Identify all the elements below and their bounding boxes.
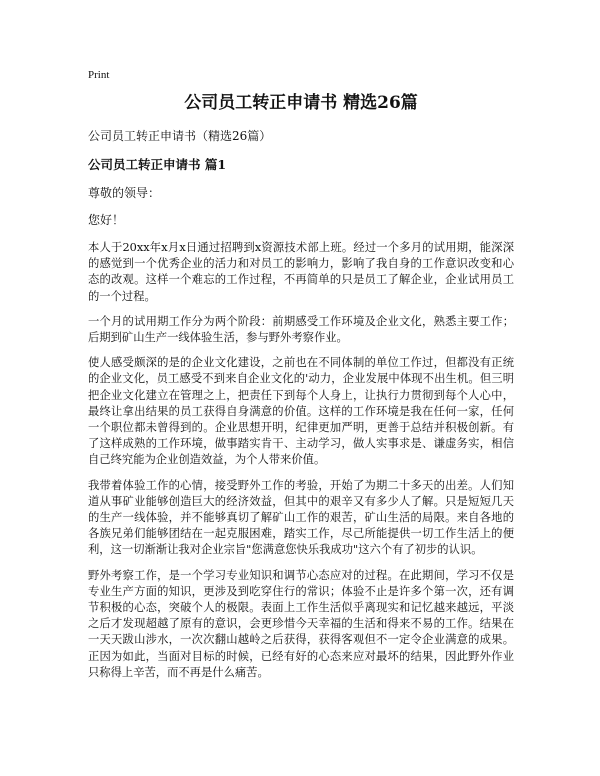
greeting: 您好！ <box>88 213 125 227</box>
document-title: 公司员工转正申请书 精选26篇 <box>184 93 418 113</box>
paragraph-2: 一个月的试用期工作分为两个阶段：前期感受工作环境及企业文化，熟悉主要工作；后期到矿山生产一线体验生活，参与野外考察作业。 <box>88 314 514 345</box>
paragraph-3: 使人感受颇深的是的企业文化建设，之前也在不同体制的单位工作过，但都没有正统的企业文化，员工感受不到来自企业文化的'动力，企业发展中体现不出生机。但三明把企业文化建立在管理之上，把责任下到每个人身上，让执行力贯彻到每个人心中，最终让拿出结果的员工获得自身满意的价值。这样的工作环境是我在任何一家，任何一个职位都未曾得到的。企业思想开明，纪律更加严明，更善于总结并积极创新。有了这样成熟的工作环境，做事踏实肯干、主动学习，做人实事求是、谦虚务实，相信自己终究能为企业创造效益，为个人带来价值。 <box>88 356 514 467</box>
paragraph-5: 野外考察工作，是一个学习专业知识和调节心态应对的过程。在此期间，学习不仅是专业生产方面的知识，更涉及到吃穿住行的常识；体验不止是许多个第一次，还有调节积极的心态，突破个人的极限。表面上工作生活似乎离现实和记忆越来越远，平淡之后才发现超越了原有的意识，会更珍惜今天幸福的生活和得来不易的工作。结果在一天天跋山涉水，一次次翻山越岭之后获得，获得客观但不一定令企业满意的成果。正因为如此，当面对目标的时候，已经有好的心态来应对最坏的结果，因此野外作业只称得上辛苦，而不再是什么痛苦。 <box>88 568 514 679</box>
print-label[interactable]: Print <box>88 69 110 81</box>
paragraph-1: 本人于20xx年x月x日通过招聘到x资源技术部上班。经过一个多月的试用期，能深深的感觉到一个优秀企业的活力和对员工的影响力，影响了我自身的工作意识改变和心态的改观。这样一个难忘的工作过程，不再简单的只是员工了解企业，企业试用员工的一个过程。 <box>88 241 514 303</box>
paragraph-4: 我带着体验工作的心情，接受野外工作的考验，开始了为期二十多天的出差。人们知道从事矿业能够创造巨大的经济效益，但其中的艰辛又有多少人了解。只是短短几天的生产一线体验，并不能够真切了解矿山工作的艰苦，矿山生活的局限。来自各地的各族兄弟们能够团结在一起克服困难，踏实工作，尽己所能提供一切工作生活上的便利，这一切渐渐让我对企业宗旨"您满意您快乐我成功"这六个有了初步的认识。 <box>88 478 514 557</box>
salutation: 尊敬的领导： <box>88 186 161 200</box>
document-subtitle: 公司员工转正申请书（精选26篇） <box>88 129 272 143</box>
section-heading: 公司员工转正申请书 篇1 <box>88 157 227 172</box>
